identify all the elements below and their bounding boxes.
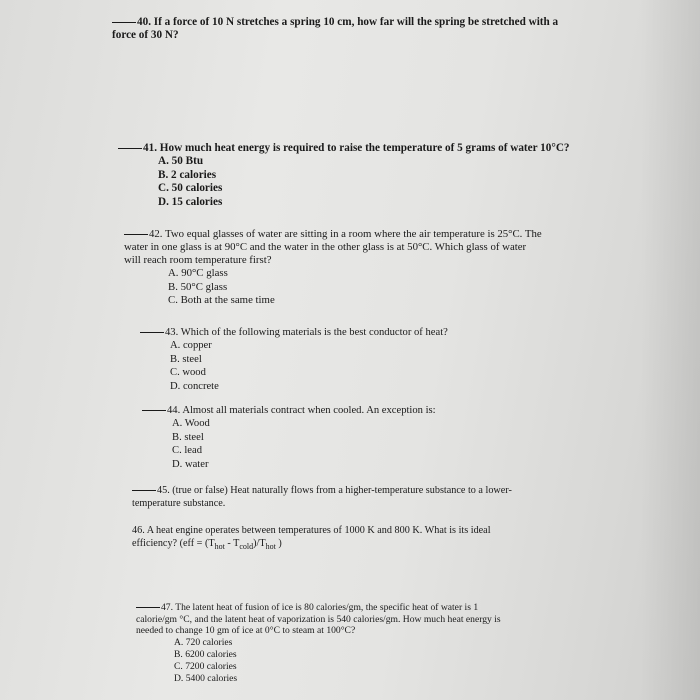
formula-subscript: cold: [239, 542, 254, 552]
formula-part: efficiency? (eff = (T: [132, 538, 215, 549]
question-45: [132, 484, 602, 510]
question-number: 41.: [143, 142, 157, 154]
question-text: water in one glass is at 90°C and the water in the other glass is at 50°C. Which glass of water: [124, 241, 527, 253]
formula-subscript: hot: [265, 542, 276, 552]
efficiency-formula: [132, 537, 602, 553]
question-text: Almost all materials contract when cooled. An exception is:: [182, 405, 436, 416]
question-text: temperature substance.: [132, 498, 226, 509]
option-b[interactable]: B. steel: [172, 431, 204, 443]
question-number: 46.: [132, 525, 145, 536]
option-b[interactable]: B. steel: [170, 353, 202, 365]
answer-blank[interactable]: [142, 409, 166, 411]
option-a[interactable]: A. copper: [170, 340, 212, 351]
question-46: [132, 524, 602, 553]
answer-blank[interactable]: [118, 147, 142, 149]
question-number: 43.: [165, 327, 179, 338]
option-a[interactable]: A. 50 Btu: [158, 155, 204, 167]
question-text: will reach room temperature first?: [124, 254, 272, 266]
option-d[interactable]: D. 15 calories: [158, 195, 223, 208]
question-text: Which of the following materials is the best conductor of heat?: [180, 327, 448, 338]
option-a[interactable]: A. Wood: [172, 418, 210, 429]
option-c[interactable]: C. wood: [170, 367, 206, 378]
formula-part: ): [275, 538, 282, 549]
formula-subscript: hot: [214, 542, 225, 552]
question-number: 45.: [157, 485, 170, 496]
answer-blank[interactable]: [136, 606, 160, 608]
question-43: [140, 326, 620, 393]
question-40-line-1: [112, 16, 612, 29]
option-b[interactable]: B. 50°C glass: [168, 280, 228, 293]
question-number: 44.: [167, 405, 181, 416]
page-shadow: [640, 0, 700, 700]
question-text: If a force of 10 N stretches a spring 10 cm, how far will the spring be stretched with a: [153, 16, 559, 28]
question-44: [142, 404, 622, 471]
answer-blank[interactable]: [124, 233, 148, 235]
option-c[interactable]: C. 7200 calories: [174, 660, 237, 672]
formula-part: - T: [224, 538, 240, 549]
option-d[interactable]: D. concrete: [170, 380, 219, 392]
question-text: Two equal glasses of water are sitting in a room where the air temperature is 25°C. The: [165, 228, 542, 240]
question-47: [136, 602, 606, 685]
options-list: [174, 637, 606, 685]
question-number: 47.: [161, 602, 173, 613]
question-40: [112, 16, 612, 42]
answer-blank[interactable]: [140, 331, 164, 333]
option-a[interactable]: A. 90°C glass: [168, 267, 228, 279]
option-c[interactable]: C. 50 calories: [158, 182, 223, 194]
option-c[interactable]: C. Both at the same time: [168, 294, 275, 306]
question-text: force of 30 N?: [112, 29, 179, 41]
options-list: [168, 267, 614, 308]
option-a[interactable]: A. 720 calories: [174, 636, 233, 648]
option-b[interactable]: B. 2 calories: [158, 168, 217, 181]
question-text: (true or false) Heat naturally flows from a higher-temperature substance to a lower-: [172, 485, 512, 496]
question-text: A heat engine operates between temperatures of 1000 K and 800 K. What is its ideal: [146, 525, 491, 536]
options-list: [172, 417, 622, 471]
question-number: 42.: [149, 228, 163, 240]
option-b[interactable]: B. 6200 calories: [174, 648, 237, 660]
question-number: 40.: [137, 16, 151, 28]
options-list: [170, 339, 620, 393]
question-41: [118, 142, 618, 209]
question-text: The latent heat of fusion of ice is 80 calories/gm, the specific heat of water is 1: [175, 602, 479, 613]
option-c[interactable]: C. lead: [172, 445, 203, 456]
option-d[interactable]: D. 5400 calories: [174, 672, 238, 684]
answer-blank[interactable]: [132, 489, 156, 491]
option-d[interactable]: D. water: [172, 458, 209, 470]
formula-part: )/T: [253, 538, 266, 549]
answer-blank[interactable]: [112, 21, 136, 23]
question-42: [124, 228, 614, 308]
question-text: How much heat energy is required to raise the temperature of 5 grams of water 10°C?: [159, 142, 570, 154]
question-text: needed to change 10 gm of ice at 0°C to steam at 100°C?: [136, 625, 356, 636]
question-text: calorie/gm °C, and the latent heat of vaporization is 540 calories/gm. How much heat energy is: [136, 613, 501, 625]
options-list: [158, 155, 618, 209]
